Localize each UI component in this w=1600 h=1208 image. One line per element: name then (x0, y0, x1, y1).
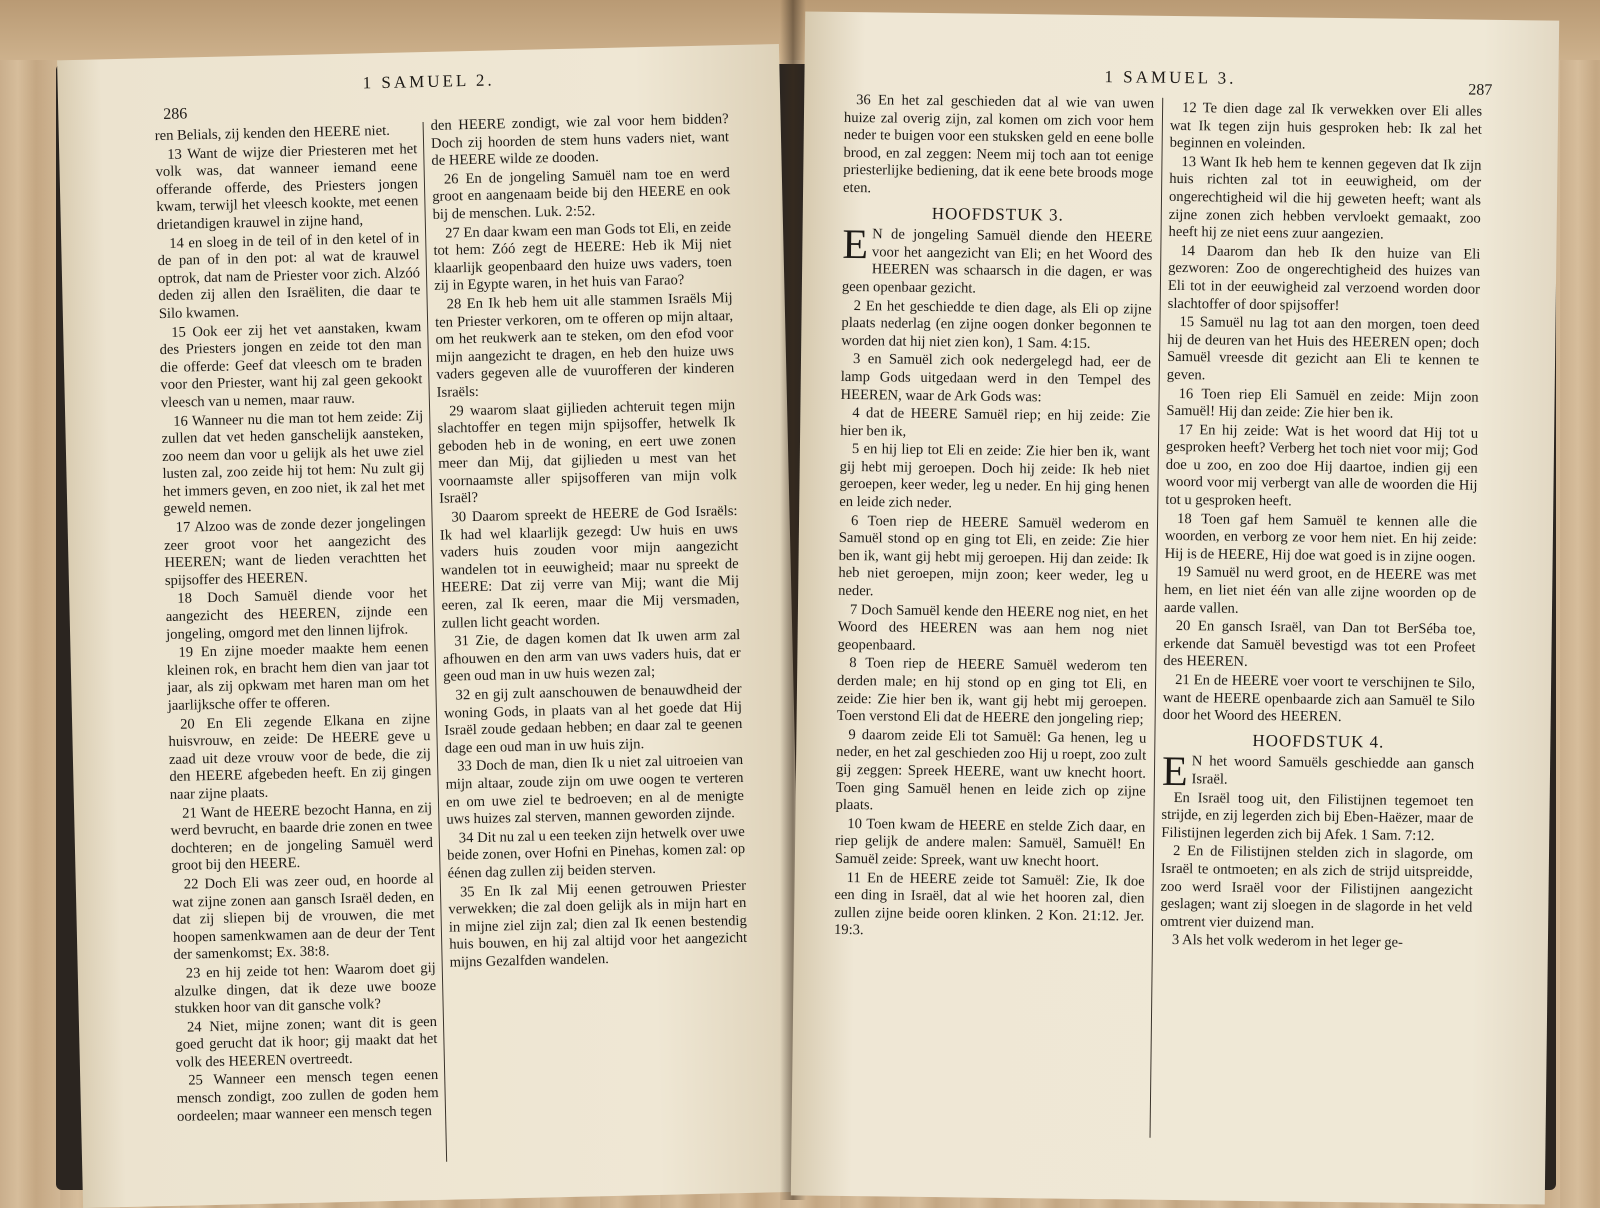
page-number: 287 (1468, 81, 1493, 99)
verse: 31 Zie, de dagen komen dat Ik uwen arm zal afhouwen en den arm van uws vaders huis, dat er geen oud man in uw huis wezen zal; (442, 627, 741, 686)
verse: 3 en Samuël zich ook nedergelegd had, eer de lamp Gods uitgedaan werd in den Tempel des HEEREN, waar de Ark Gods was: (840, 351, 1152, 405)
verse: 21 Want de HEERE bezocht Hanna, en zij werd bevrucht, en baarde drie zonen en twee dochteren; en de jongeling Samuël werd groot bij den HEERE. (170, 799, 434, 875)
verse: 2 En het geschiedde te dien dage, als Eli op zijne plaats nederlag (en zijne oogen donker begonnen te worden dat hij niet zien kon), 1 Sam. 4:15. (841, 297, 1152, 352)
right-column-2 (1160, 100, 1482, 955)
drop-cap: E (1161, 749, 1188, 796)
verse: 19 En zijne moeder maakte hem eenen kleinen rok, en bracht hem dien van jaar tot jaar, als zij opkwam met haren man om het jaarlijksche offer te offeren. (166, 639, 430, 714)
verse (1161, 749, 1475, 796)
page-number: 286 (163, 105, 188, 123)
verse: 18 Doch Samuël diende voor het aangezicht des HEEREN, zijnde een jongeling, omgord met den linnen lijfrok. (165, 585, 428, 643)
verse: 30 Daarom spreekt de HEERE de God Israëls: Ik had wel klaarlijk gezegd: Uw huis en uws vaders huis zouden voor mijn aangezicht wandelen tot in eeuwigheid; maar nu spreekt de HEERE: Dat zij verre van Mij; want die Mij eeren, zal Ik eeren, maar die Mij versmaden, zullen licht geacht worden. (439, 503, 740, 632)
chapter-heading: HOOFDSTUK 3. (931, 203, 1064, 225)
verse: 26 En de jongeling Samuël nam toe en werd groot en aangenaam beide bij den HEERE en ook bij de menschen. Luk. 2:52. (432, 164, 731, 223)
verse: 13 Want Ik heb hem te kennen gegeven dat Ik zijn huis richten zal tot in eeuwigheid, om der ongerechtigheid wil die hij geweten heeft; want als zijne zonen zich hebben vervloekt gemaakt, zoo heeft hij ze niet eens zuur aangezien. (1168, 153, 1482, 243)
verse: 22 Doch Eli was zeer oud, en hoorde al wat zijne zonen aan gansch Israël deden, en dat zij sliepen bij de vrouwen, die met hoopen samenkwamen aan de deur der Tent der samenkomst; Ex. 38:8. (172, 870, 436, 964)
verse: 17 En hij zeide: Wat is het woord dat Hij tot u gesproken heeft? Verberg het toch niet voor mij; God doe u zoo, en zoo doe Hij daartoe, indien gij een woord voor mij verbergt van alle de woorden die Hij tot u gesproken heeft. (1165, 421, 1479, 510)
verse: ren Belials, zij kenden den HEERE niet. (154, 122, 390, 145)
verse: 14 Daarom dan heb Ik den huize van Eli gezworen: Zoo de ongerechtigheid des huizes van Eli tot in der eeuwigheid zal verzoend worden door slachtoffer of door spijsoffer! (1167, 242, 1481, 314)
verse: 18 Toen gaf hem Samuël te kennen alle die woorden, en verborg ze voor hem niet. En hij zeide: Hij is de HEERE, Hij doe wat goed is in zijne oogen. (1164, 510, 1478, 566)
verse: 25 Wanneer een mensch tegen eenen mensch zondigt, zoo zullen de goden hem oordeelen; maar wanneer een mensch tegen (176, 1067, 439, 1125)
chapter-heading: HOOFDSTUK 4. (1252, 730, 1385, 752)
verse: 2 En de Filistijnen stelden zich in slagorde, om Israël te ontmoeten; en als zich de strijd uitspreidde, zoo werd Israël voor der Filistijnen aangezicht geslagen; want zij sloegen in de slagorde in het veld omtrent vier duizend man. (1160, 843, 1474, 932)
verse: 5 en hij liep tot Eli en zeide: Zie hier ben ik, want gij hebt mij geroepen. Doch hij zeide: Ik heb niet geroepen, keer weder, leg u neder. En hij ging henen en leide zich neder. (839, 441, 1150, 512)
left-page (57, 44, 805, 1208)
verse: 28 En Ik heb hem uit alle stammen Israëls Mij ten Priester verkoren, om te offeren op mijn altaar, om het reukwerk aan te steken, om den efod voor mijn aangezicht te dragen, en heb den huize uws vaders gegeven alle de vuurofferen der kinderen Israëls: (434, 290, 735, 401)
verse: 24 Niet, mijne zonen; want dit is geen goed gerucht dat ik hoor; gij maakt dat het volk des HEEREN overtreedt. (175, 1013, 438, 1071)
right-page (791, 11, 1559, 1204)
right-column-1 (834, 92, 1154, 945)
verse: 7 Doch Samuël kende den HEERE nog niet, en het Woord des HEEREN was aan hem nog niet geopenbaard. (837, 601, 1149, 654)
verse: 35 En Ik zal Mij eenen getrouwen Priester verwekken; die zal doen gelijk als in mijn hart en in mijne ziel zijn zal; dien zal Ik eenen bestendig huis bouwen, en hij zal altijd voor het aangezicht mijns Gezalfden wandelen. (448, 877, 748, 971)
verse: 19 Samuël nu werd groot, en de HEERE was met hem, en liet niet één van alle zijne woorden op de aarde vallen. (1163, 564, 1477, 617)
verse: 27 En daar kwam een man Gods tot Eli, en zeide tot hem: Zóó zegt de HEERE: Heb ik Mij niet klaarlijk geopenbaard den huize uws vaders, toen zij in Egypte waren, in het huis van Farao? (433, 218, 732, 295)
verse: 14 en sloeg in de teil of in den ketel of in de pan of in den pot: al wat de krauwel optrok, dat nam de Priester voor zich. Alzóó deden zij allen den Israëliten, die daar te Silo kwamen. (157, 229, 421, 323)
verse: 20 En gansch Israël, van Dan tot BerSéba toe, erkende dat Samuël bevestigd was tot een Profeet des HEEREN. (1163, 618, 1476, 671)
verse: 15 Samuël nu lag tot aan den morgen, toen deed hij de deuren van het Huis des HEEREN open; doch Samuël vreesde dit gezicht aan Eli te kennen te geven. (1166, 314, 1480, 384)
verse-text: N de jongeling Samuël diende den HEERE voor het aangezicht van Eli; en het Woord des HEEREN was schaarsch in die dagen, er was geen openbaar gezicht. (841, 226, 1153, 297)
verse: den HEERE zondigt, wie zal voor hem bidden? Doch zij hoorden de stem huns vaders niet, want de HEERE wilde ze dooden. (430, 111, 730, 170)
verse: 29 waarom slaat gijlieden achteruit tegen mijn slachtoffer en tegen mijn spijsoffer, hetwelk Ik geboden heb in de woning, en eert uwe zonen meer dan Mij, dat gijlieden u mest van het voornaamste aller spijsofferen van mijn volk Israël? (437, 396, 737, 508)
verse: 32 en gij zult aanschouwen de benauwdheid der woning Gods, in plaats van al het goede dat Hij Israël zoude gedaan hebben; en daar zal te geenen dage een oud man in uw huis zijn. (443, 680, 743, 757)
verse: 21 En de HEERE voer voort te verschijnen te Silo, want de HEERE openbaarde zich aan Samuël te Silo door het Woord des HEEREN. (1162, 672, 1476, 726)
verse: 17 Alzoo was de zonde dezer jongelingen zeer groot voor het aangezicht des HEEREN; want de lieden verachtten het spijsoffer des HEEREN. (163, 514, 427, 589)
verse: 11 En de HEERE zeide tot Samuël: Zie, Ik doe een ding in Israël, dat al wie het hooren zal, dien zullen zijne beide ooren klinken. 2 Kon. 21:12. Jer. 19:3. (833, 869, 1145, 939)
running-head: 1 SAMUEL 2. (362, 70, 495, 93)
verse: 15 Ook eer zij het vet aanstaken, kwam des Priesters jongen en zeide tot den man die offerde: Geef dat vleesch om te braden voor den Priester, want hij zal geen gekookt vleesch van u nemen, maar rauw. (159, 318, 423, 411)
verse: 4 dat de HEERE Samuël riep; en hij zeide: Zie hier ben ik, (840, 405, 1151, 440)
verse: 10 Toen kwam de HEERE en stelde Zich daar, en riep gelijk de andere malen: Samuël, Samuël! En Samuël zeide: Spreek, want uw knecht hoort. (834, 815, 1146, 871)
verse: En Israël toog uit, den Filistijnen tegemoet ten strijde, en zij legerden zich bij Eben-Haëzer, maar de Filistijnen legerden zich bij Afek. 1 Sam. 7:12. (1161, 789, 1474, 844)
verse: 13 Want de wijze dier Priesteren met het volk was, dat wanneer iemand eene offerande offerde, des Priesters jongen kwam, terwijl het vleesch kookte, met eenen drietandigen krauwel in zijne hand, (155, 140, 419, 234)
verse-text: N het woord Samuëls geschiedde aan gansch Israël. (1191, 753, 1475, 788)
verse: 6 Toen riep de HEERE Samuël wederom en Samuël stond op en ging tot Eli, en zeide: Zie hier ben ik, want gij hebt mij geroepen. Hij dan zeide: Ik heb niet geroepen, mijn zoon; keer weder, leg u neder. (838, 512, 1150, 600)
verse: 16 Wanneer nu die man tot hem zeide: Zij zullen dat vet heden ganschelijk aansteken, zoo neem dan voor u gelijk als het uwe ziel lusten zal, zoo zeide hij tot hem: Nu zult gij het immers geven, en zoo niet, ik zal het met geweld nemen. (161, 407, 426, 518)
verse: 33 Doch de man, dien Ik u niet zal uitroeien van mijn altaar, zoude zijn om uwe oogen te verteren en om uwe ziel te bedroeven; en al de menigte uws huizes zal sterven, mannen geworden zijnde. (445, 752, 745, 828)
verse: 34 Dit nu zal u een teeken zijn hetwelk over uwe beide zonen, over Hofni en Pinehas, komen zal: op éénen dag zullen zij beiden sterven. (447, 823, 746, 882)
left-column-1 (155, 122, 440, 1127)
verse: 23 en hij zeide tot hen: Waarom doet gij alzulke dingen, dat ik deze uwe booze stukken hoor van dit gansche volk? (174, 959, 437, 1018)
verse: 36 En het zal geschieden dat al wie van uwen huize zal overig zijn, zal komen om zich voor hem neder te buigen voor een stuksken geld en eene bolle brood, en zal zeggen: Neem mij toch aan tot eenige priesterlijke bediening, dat ik eene bete broods moge eten. (843, 92, 1155, 197)
verse: 3 Als het volk wederom in het leger ge- (1171, 932, 1404, 952)
running-head: 1 SAMUEL 3. (1104, 67, 1237, 88)
drop-cap: E (842, 222, 869, 269)
left-column-2 (430, 111, 747, 973)
verse: 16 Toen riep Eli Samuël en zeide: Mijn zoon Samuël! Hij dan zeide: Zie hier ben ik. (1166, 385, 1479, 422)
verse: 20 En Eli zegende Elkana en zijne huisvrouw, en zeide: De HEERE geve u zaad uit deze vrouw voor de bede, die zij den HEERE afgebeden heeft. En zij gingen naar zijne plaats. (168, 710, 432, 803)
verse (841, 222, 1153, 300)
verse: 9 daarom zeide Eli tot Samuël: Ga henen, leg u neder, en het zal geschieden zoo Hij u roept, zoo zult gij zeggen: Spreek HEERE, want uw knecht hoort. Toen ging Samuël henen en leide zich op zijne plaats. (835, 726, 1147, 814)
verse: 12 Te dien dage zal Ik verwekken over Eli alles wat Ik tegen zijn huis gesproken heb: Ik zal het beginnen en voleinden. (1169, 100, 1483, 153)
verse: 8 Toen riep de HEERE Samuël wederom ten derden male; en hij stond op en ging tot Eli, en zeide: Zie hier ben ik, want gij hebt mij geroepen. Toen verstond Eli dat de HEERE den jongeling riep; (836, 655, 1148, 728)
